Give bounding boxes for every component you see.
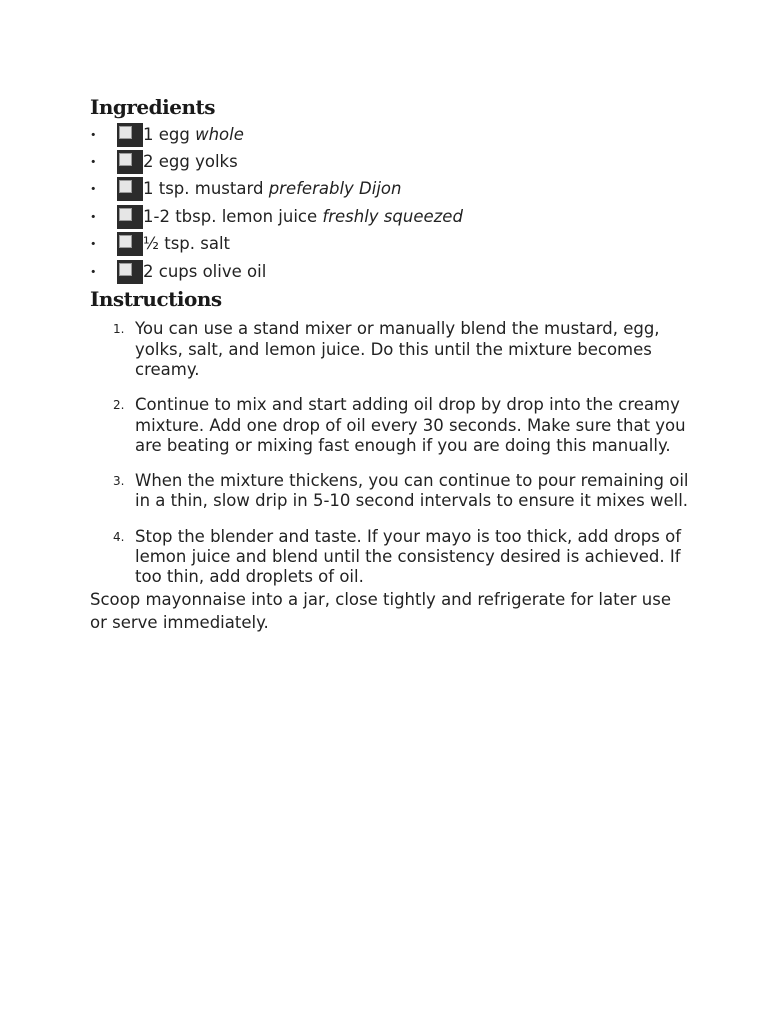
step-text: When the mixture thickens, you can continue to pour remaining oil in a thin, slow drip in 5-10 second intervals to ensure it mixes well.	[135, 471, 689, 511]
step-number: 4.	[113, 529, 125, 544]
instruction-step	[90, 319, 690, 380]
bullet-icon: •	[90, 155, 97, 169]
bullet-icon: •	[90, 128, 97, 142]
ingredient-note: whole	[195, 124, 244, 144]
ingredient-note: preferably Dijon	[268, 179, 402, 199]
step-text: Stop the blender and taste. If your mayo is too thick, add drops of lemon juice and blend until the consistency desired is achieved. If too thin, add droplets of oil.	[135, 526, 681, 587]
ingredient-label: ½ tsp. salt	[143, 234, 231, 254]
ingredient-text	[143, 152, 238, 172]
ingredients-heading: Ingredients	[90, 95, 215, 119]
step-number: 1.	[113, 322, 125, 337]
step-number: 2.	[113, 398, 125, 413]
instruction-step	[90, 527, 690, 588]
ingredient-item	[90, 231, 690, 258]
instruction-step	[90, 395, 690, 456]
ingredient-item	[90, 203, 690, 230]
checkbox-icon[interactable]	[117, 205, 143, 229]
bullet-icon: •	[90, 237, 97, 251]
instruction-step	[90, 471, 690, 512]
instructions-list	[90, 319, 690, 587]
ingredient-item	[90, 148, 690, 175]
ingredient-text	[143, 125, 244, 145]
ingredient-label: 2 egg yolks	[143, 152, 238, 172]
step-number: 3.	[113, 474, 125, 489]
checkbox-icon[interactable]	[117, 177, 143, 201]
ingredient-item	[90, 121, 690, 148]
ingredient-label: 1 tsp. mustard	[143, 179, 269, 199]
step-text: You can use a stand mixer or manually blend the mustard, egg, yolks, salt, and lemon juice. Do this until the mixture becomes creamy.	[135, 319, 660, 379]
recipe-page	[90, 93, 690, 635]
ingredient-text	[143, 234, 230, 254]
ingredient-item	[90, 176, 690, 203]
bullet-icon: •	[90, 210, 97, 224]
checkbox-icon[interactable]	[117, 150, 143, 174]
ingredient-label: 1-2 tbsp. lemon juice	[143, 206, 323, 226]
ingredient-text	[143, 262, 266, 282]
checkbox-icon[interactable]	[117, 260, 143, 284]
checkbox-icon[interactable]	[117, 232, 143, 256]
checkbox-icon[interactable]	[117, 123, 143, 147]
ingredient-label: 2 cups olive oil	[143, 261, 267, 281]
bullet-icon: •	[90, 182, 97, 196]
ingredient-text	[143, 179, 401, 199]
ingredient-note: freshly squeezed	[322, 206, 463, 226]
ingredient-label: 1 egg	[143, 124, 196, 144]
ingredients-list	[90, 121, 690, 285]
instructions-heading: Instructions	[90, 287, 222, 312]
step-text: Continue to mix and start adding oil drop by drop into the creamy mixture. Add one drop of oil every 30 seconds. Make sure that you are beating or mixing fast enough if you are doing this manually.	[135, 395, 686, 455]
ingredient-text	[143, 207, 463, 227]
bullet-icon: •	[90, 265, 97, 279]
closing-note: Scoop mayonnaise into a jar, close tightly and refrigerate for later use or serve immediately.	[90, 589, 671, 633]
ingredient-item	[90, 258, 690, 285]
